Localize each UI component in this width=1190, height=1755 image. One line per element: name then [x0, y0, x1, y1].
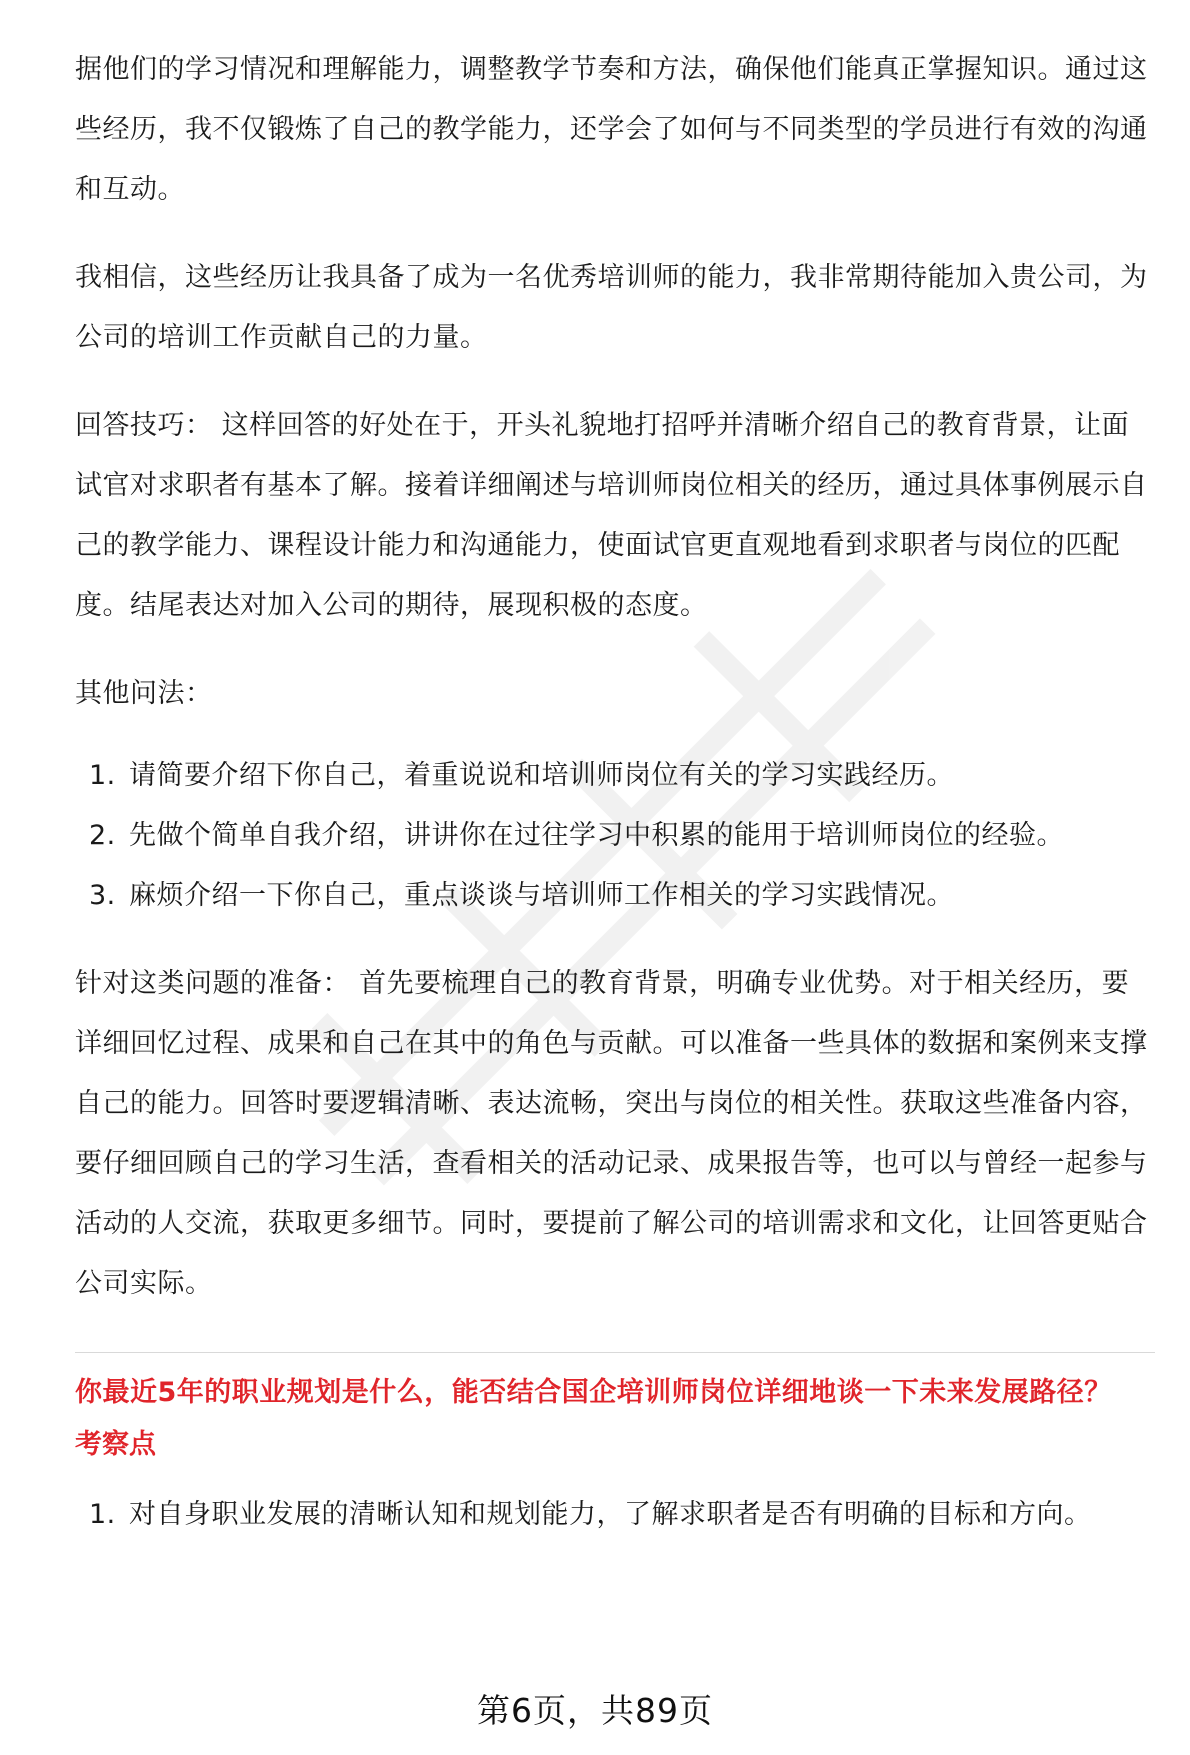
list-text: 对自身职业发展的清晰认知和规划能力，了解求职者是否有明确的目标和方向。 — [129, 1499, 1092, 1530]
list-text: 麻烦介绍一下你自己，重点谈谈与培训师工作相关的学习实践情况。 — [129, 880, 954, 911]
paragraph-other-questions-label: 其他问法： — [75, 678, 213, 709]
document-page — [75, 40, 1155, 1545]
list-number: 3. — [89, 880, 116, 911]
paragraph-conclusion: 我相信，这些经历让我具备了成为一名优秀培训师的能力，我非常期待能加入贵公司，为公司的培训工作贡献自己的力量。 — [75, 262, 1148, 353]
list-text: 先做个简单自我介绍，讲讲你在过往学习中积累的能用于培训师岗位的经验。 — [129, 820, 1064, 851]
list-item — [75, 746, 1155, 806]
list-number: 2. — [89, 820, 116, 851]
list-item — [75, 866, 1155, 926]
paragraph-experience-continued: 据他们的学习情况和理解能力，调整教学节奏和方法，确保他们能真正掌握知识。通过这些经历，我不仅锻炼了自己的教学能力，还学会了如何与不同类型的学员进行有效的沟通和互动。 — [75, 54, 1148, 205]
question-heading: 你最近5年的职业规划是什么，能否结合国企培训师岗位详细地谈一下未来发展路径？ — [75, 1377, 1112, 1408]
page-footer: 第6页，共89页 — [477, 1691, 713, 1730]
list-item — [75, 806, 1155, 866]
list-number: 1. — [89, 1499, 116, 1530]
key-points-heading: 考察点 — [75, 1429, 156, 1460]
list-item — [75, 1485, 1155, 1545]
list-text: 请简要介绍下你自己，着重说说和培训师岗位有关的学习实践经历。 — [129, 760, 954, 791]
paragraph-answer-tips: 回答技巧： 这样回答的好处在于，开头礼貌地打招呼并清晰介绍自己的教育背景，让面试官对求职者有基本了解。接着详细阐述与培训师岗位相关的经历，通过具体事例展示自己的教学能力、课程设计能力和沟通能力，使面试官更直观地看到求职者与岗位的匹配度。结尾表达对加入公司的期待，展现积极的态度。 — [75, 410, 1148, 621]
alt-questions-list — [75, 746, 1155, 926]
key-points-list — [75, 1485, 1155, 1545]
list-number: 1. — [89, 760, 116, 791]
paragraph-preparation: 针对这类问题的准备： 首先要梳理自己的教育背景，明确专业优势。对于相关经历，要详细回忆过程、成果和自己在其中的角色与贡献。可以准备一些具体的数据和案例来支撑自己的能力。回答时要逻辑清晰、表达流畅，突出与岗位的相关性。获取这些准备内容，要仔细回顾自己的学习生活，查看相关的活动记录、成果报告等，也可以与曾经一起参与活动的人交流，获取更多细节。同时，要提前了解公司的培训需求和文化，让回答更贴合公司实际。 — [75, 968, 1148, 1299]
